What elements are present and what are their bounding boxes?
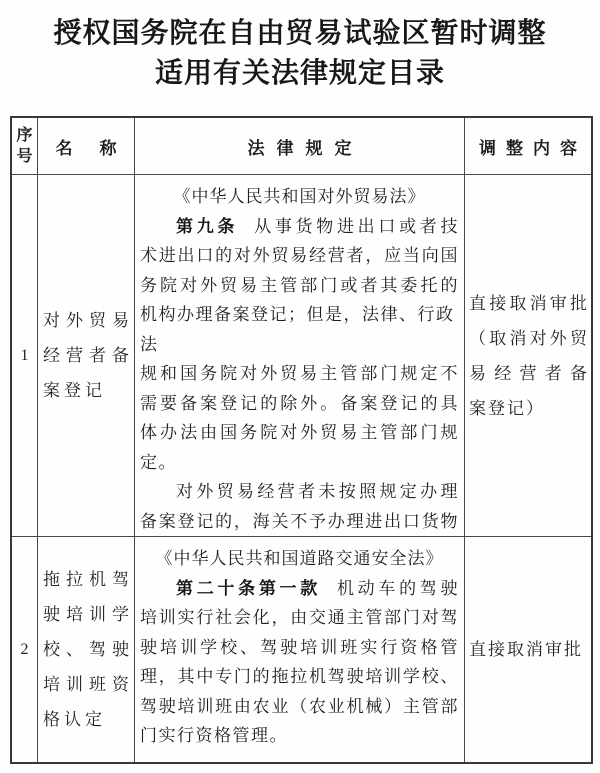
article-heading-line bbox=[140, 212, 459, 242]
header-adjust: 调整内容 bbox=[465, 118, 591, 175]
article-text: 从事货物进出口或者技 bbox=[254, 216, 459, 236]
name-line: 经营者备 bbox=[43, 346, 129, 365]
title-line-2: 适用有关法律规定目录 bbox=[154, 58, 445, 89]
law-text-line: 驶培训学校、驾驶培训班实行资格管 bbox=[140, 637, 459, 657]
adjust-line: 案登记） bbox=[469, 398, 545, 418]
law-text-line: 规和国务院对外贸易主管部门规定不 bbox=[140, 364, 459, 383]
law-adjustment-table bbox=[10, 116, 593, 764]
name-line: 案登记 bbox=[43, 381, 106, 400]
header-seq: 序号 bbox=[12, 118, 38, 175]
row-2-name-cell bbox=[38, 537, 135, 762]
title-line-1: 授权国务院在自由贸易试验区暂时调整 bbox=[53, 18, 547, 49]
adjust-line: 直接取消审批 bbox=[469, 640, 583, 659]
law-text-line: 务院对外贸易主管部门或者其委托的 bbox=[140, 275, 459, 295]
row-2-law-cell bbox=[135, 537, 465, 762]
name-line: 培训班资 bbox=[43, 675, 129, 694]
article-text: 机动车的驾驶 bbox=[336, 578, 460, 598]
document-title bbox=[6, 14, 594, 94]
law-source-line: 《中华人民共和国道路交通安全法》 bbox=[155, 549, 444, 568]
law-text-line: 驾驶培训班由农业（农业机械）主管部 bbox=[140, 696, 459, 716]
law-source-line: 《中华人民共和国对外贸易法》 bbox=[173, 187, 426, 206]
adjust-line: 直接取消审批 bbox=[469, 293, 587, 313]
article-number: 第九条 bbox=[176, 216, 239, 236]
law-text-line: 门实行资格管理。 bbox=[140, 726, 288, 745]
name-line: 对外贸易 bbox=[43, 311, 129, 330]
name-line: 驶培训学 bbox=[43, 605, 129, 624]
adjust-line: （取消对外贸 bbox=[469, 328, 587, 348]
name-line: 校、驾驶 bbox=[43, 640, 129, 659]
row-2-seq-cell: 2 bbox=[12, 537, 38, 762]
law-text-line: 机构办理备案登记；但是，法律、行政法 bbox=[140, 305, 455, 354]
law-text-line: 培训实行社会化，由交通主管部门对驾 bbox=[140, 608, 459, 627]
law-text-line: 对外贸易经营者未按照规定办理 bbox=[176, 482, 459, 501]
row-1-adjust-cell bbox=[465, 175, 591, 537]
law-text-line: 术进出口的对外贸易经营者，应当向国 bbox=[140, 246, 459, 265]
law-text-line: 需要备案登记的除外。备案登记的具 bbox=[140, 393, 459, 413]
row-1-law-cell bbox=[135, 175, 465, 537]
adjust-line: 易经营者备 bbox=[469, 363, 587, 383]
header-name: 名 称 bbox=[38, 118, 135, 175]
name-line: 格认定 bbox=[43, 710, 106, 729]
law-text-line: 理，其中专门的拖拉机驾驶培训学校、 bbox=[140, 667, 459, 686]
article-heading-line bbox=[140, 574, 459, 604]
law-text-line: 备案登记的，海关不予办理进出口货物 bbox=[140, 511, 459, 531]
law-text-line: 定。 bbox=[140, 452, 177, 472]
name-line: 拖拉机驾 bbox=[43, 570, 129, 589]
row-1-seq-cell: 1 bbox=[12, 175, 38, 537]
row-1-name-cell bbox=[38, 175, 135, 537]
article-number: 第二十条第一款 bbox=[176, 578, 321, 598]
law-text-line: 体办法由国务院对外贸易主管部门规 bbox=[140, 423, 459, 442]
row-2-adjust-cell bbox=[465, 537, 591, 762]
header-law: 法律规定 bbox=[135, 118, 465, 175]
